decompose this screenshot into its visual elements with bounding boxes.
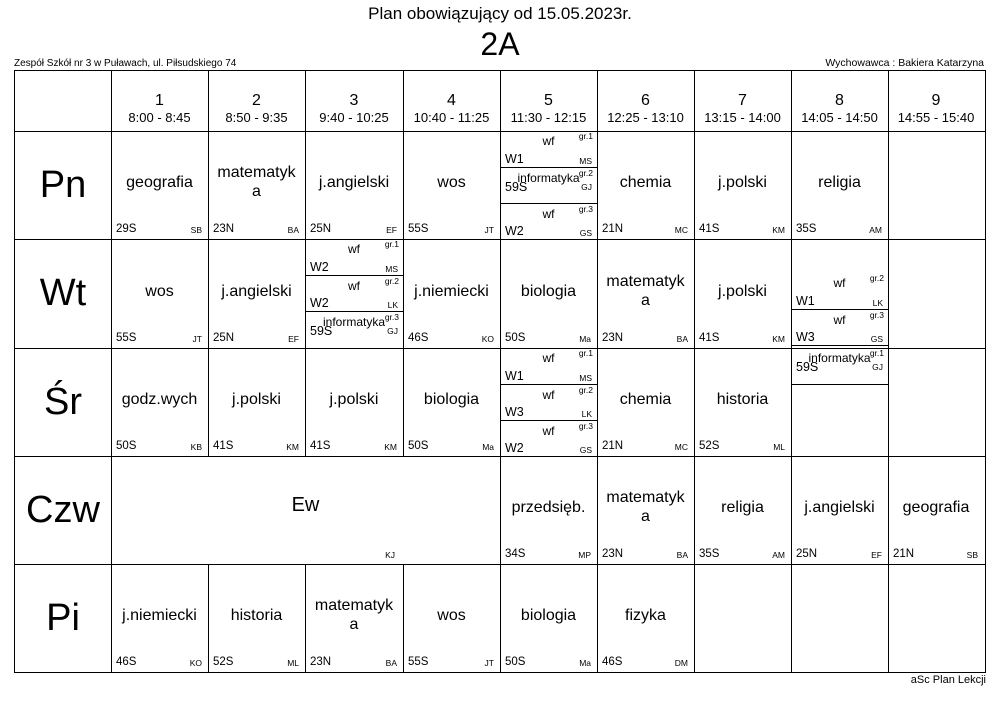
lesson-cell [403, 131, 500, 239]
lesson-subject: informatyka [322, 315, 386, 329]
lesson-teacher: KO [189, 658, 202, 668]
lesson-cell [305, 348, 403, 456]
lesson-room: 23N [602, 332, 624, 344]
lesson-subject: j.polski [232, 391, 281, 408]
lesson-teacher: GJ [872, 362, 883, 372]
lesson-teacher: KM [286, 442, 299, 452]
lesson-room: 59S [310, 324, 333, 338]
lesson-teacher: EF [288, 334, 299, 344]
lesson-cell [694, 239, 791, 348]
lesson-room: 21N [602, 440, 624, 452]
lesson-subject: przedsięb. [511, 499, 586, 516]
lesson-cell [597, 348, 694, 456]
group-bottom-line [791, 384, 888, 385]
lesson-cell [208, 239, 305, 348]
group-label: gr.3 [578, 421, 593, 431]
lesson-teacher: GS [579, 445, 592, 455]
lesson-teacher: Ma [579, 658, 591, 668]
lesson-teacher: AM [869, 225, 882, 235]
group-label: gr.3 [869, 310, 884, 320]
group-bottom-line [791, 345, 888, 346]
group-lesson [305, 275, 403, 311]
lesson-teacher: MS [579, 156, 592, 166]
timetable-grid [14, 70, 986, 673]
lesson-subject: biologia [423, 391, 480, 408]
lesson-subject: j.niemiecki [122, 607, 197, 624]
lesson-cell [111, 348, 208, 456]
lesson-room: 50S [408, 440, 429, 452]
period-time: 8:00 - 8:45 [128, 110, 191, 125]
lesson-cell [597, 239, 694, 348]
group-label: gr.1 [869, 348, 884, 358]
lesson-teacher: JT [192, 334, 202, 344]
lesson-room: 46S [602, 656, 623, 668]
lesson-teacher: GS [870, 334, 883, 344]
lesson-teacher: KO [481, 334, 494, 344]
group-lesson [500, 348, 597, 384]
class-name: 2A [480, 26, 520, 62]
group-label: gr.2 [578, 385, 593, 395]
lesson-teacher: LK [581, 409, 592, 419]
lesson-cell [305, 131, 403, 239]
lesson-subject: geografia [126, 174, 193, 191]
lesson-room: 41S [699, 332, 720, 344]
period-header-1 [111, 71, 208, 131]
lesson-subject: wf [833, 313, 846, 327]
lesson-subject: wos [437, 607, 466, 624]
period-number: 3 [349, 92, 359, 109]
period-time: 13:15 - 14:00 [704, 110, 781, 125]
group-lesson [500, 167, 597, 203]
lesson-teacher: KJ [385, 550, 395, 560]
lesson-teacher: KM [384, 442, 397, 452]
lesson-subject: biologia [520, 607, 577, 624]
lesson-subject: Ew [291, 494, 320, 516]
footer-credit: aSc Plan Lekcji [910, 674, 986, 686]
period-header-3 [305, 71, 403, 131]
lesson-subject: wf [348, 279, 360, 293]
lesson-subject: wf [542, 351, 555, 365]
period-header-4 [403, 71, 500, 131]
lesson-room: W2 [310, 296, 329, 310]
lesson-teacher: MC [674, 442, 688, 452]
period-number: 5 [544, 92, 553, 109]
lesson-teacher: EF [386, 225, 397, 235]
group-lesson [500, 131, 597, 167]
lesson-teacher: MS [579, 373, 592, 383]
group-label: gr.2 [869, 273, 884, 283]
group-lesson [791, 309, 888, 345]
period-header-6 [597, 71, 694, 131]
lesson-teacher: BA [287, 225, 299, 235]
lesson-room: 46S [116, 656, 137, 668]
period-time: 9:40 - 10:25 [319, 110, 389, 125]
lesson-room: W1 [505, 152, 524, 166]
lesson-cell [403, 564, 500, 672]
lesson-room: 21N [602, 223, 624, 235]
group-label: gr.1 [578, 131, 593, 141]
lesson-cell [403, 348, 500, 456]
plan-title: Plan obowiązujący od 15.05.2023r. [368, 4, 632, 23]
lesson-cell [111, 131, 208, 239]
lesson-teacher: BA [676, 334, 688, 344]
lesson-teacher: GJ [387, 326, 398, 336]
col-divider [888, 71, 889, 672]
lesson-teacher: Ma [482, 442, 494, 452]
lesson-room: 21N [893, 548, 915, 560]
lesson-subject: wf [833, 276, 846, 290]
lesson-teacher: SB [190, 225, 202, 235]
lesson-subject: geografia [902, 499, 970, 516]
lesson-teacher: LK [872, 298, 883, 308]
lesson-teacher: MP [578, 550, 591, 560]
lesson-room: 52S [213, 656, 234, 668]
group-lesson [791, 273, 888, 309]
lesson-room: 25N [213, 332, 235, 344]
lesson-room: 59S [505, 180, 528, 194]
period-number: 1 [155, 92, 164, 109]
lesson-teacher: ML [773, 442, 785, 452]
group-lesson [500, 384, 597, 420]
lesson-cell [694, 456, 791, 564]
group-lesson [500, 203, 597, 239]
lesson-cell [500, 239, 597, 348]
lesson-cell [791, 131, 888, 239]
period-number: 2 [252, 92, 261, 109]
period-time: 14:55 - 15:40 [897, 110, 975, 125]
lesson-subject: religia [721, 499, 764, 516]
lesson-teacher: EF [871, 550, 882, 560]
lesson-room: 25N [796, 548, 818, 560]
lesson-subject: wf [542, 207, 555, 221]
lesson-room: 23N [310, 656, 332, 668]
lesson-cell [500, 456, 597, 564]
lesson-room: 46S [408, 332, 429, 344]
lesson-teacher: AM [772, 550, 785, 560]
period-number: 8 [835, 92, 844, 109]
lesson-cell [111, 239, 208, 348]
lesson-subject: godz.wych [121, 391, 198, 408]
group-lesson [500, 420, 597, 456]
lesson-room: 41S [213, 440, 234, 452]
period-time: 8:50 - 9:35 [225, 110, 288, 125]
homeroom-teacher: Wychowawca : Bakiera Katarzyna [825, 57, 984, 69]
lesson-teacher: MS [385, 264, 398, 274]
lesson-room: 25N [310, 223, 332, 235]
lesson-room: 41S [699, 223, 720, 235]
group-lesson [305, 311, 403, 347]
lesson-teacher: BA [676, 550, 688, 560]
lesson-teacher: ML [287, 658, 299, 668]
lesson-cell [597, 456, 694, 564]
lesson-cell [791, 456, 888, 564]
lesson-room: W1 [505, 369, 524, 383]
lesson-subject: j.angielski [804, 499, 875, 516]
lesson-cell [500, 348, 597, 456]
lesson-subject: wos [145, 282, 174, 300]
lesson-teacher: KB [190, 442, 202, 452]
lesson-subject: historia [716, 391, 769, 408]
lesson-teacher: Ma [579, 334, 591, 344]
period-number: 4 [447, 92, 456, 109]
lesson-teacher: GJ [581, 182, 592, 192]
lesson-cell [791, 348, 888, 456]
lesson-subject: matematyk a [606, 272, 685, 309]
period-header-5 [500, 71, 597, 131]
lesson-cell [500, 131, 597, 239]
lesson-cell [208, 131, 305, 239]
lesson-subject: matematyk a [606, 489, 685, 525]
group-lesson [305, 239, 403, 275]
group-label: gr.1 [384, 239, 399, 249]
period-number: 6 [641, 92, 650, 109]
lesson-room: 55S [408, 223, 429, 235]
lesson-room: 23N [602, 548, 624, 560]
lesson-teacher: JT [484, 658, 494, 668]
group-label: gr.3 [578, 204, 593, 214]
day-label-pn: Pn [39, 164, 87, 206]
lesson-teacher: KM [772, 334, 785, 344]
group-label: gr.1 [578, 348, 593, 358]
day-label-sr: Śr [44, 381, 82, 423]
lesson-teacher: KM [772, 225, 785, 235]
lesson-subject: informatyka [517, 171, 580, 185]
period-time: 10:40 - 11:25 [413, 110, 490, 125]
lesson-cell [305, 564, 403, 672]
lesson-room: 50S [116, 440, 137, 452]
lesson-room: 55S [116, 332, 137, 344]
lesson-subject: j.polski [329, 391, 379, 408]
lesson-cell [694, 348, 791, 456]
lesson-cell [305, 239, 403, 348]
lesson-room: 52S [699, 440, 720, 452]
lesson-subject: fizyka [625, 607, 666, 624]
lesson-subject: wf [542, 424, 555, 438]
period-time: 11:30 - 12:15 [510, 110, 587, 125]
lesson-subject: j.angielski [221, 282, 292, 300]
lesson-room: 50S [505, 332, 526, 344]
lesson-subject: chemia [619, 174, 672, 191]
lesson-teacher: GS [579, 228, 592, 238]
lesson-subject: informatyka [808, 351, 871, 365]
lesson-room: 35S [699, 548, 720, 560]
lesson-cell [500, 564, 597, 672]
lesson-room: W2 [310, 260, 329, 274]
lesson-room: 55S [408, 656, 429, 668]
period-header-7 [694, 71, 791, 131]
period-header-9 [888, 71, 984, 131]
period-header-2 [208, 71, 305, 131]
lesson-cell [208, 348, 305, 456]
group-label: gr.3 [384, 312, 399, 322]
lesson-subject: j.angielski [318, 174, 390, 191]
lesson-room: W2 [505, 441, 524, 455]
lesson-cell-merged [111, 456, 500, 564]
school-name: Zespół Szkół nr 3 w Puławach, ul. Piłsudskiego 74 [14, 58, 237, 69]
lesson-subject: wf [542, 388, 555, 402]
day-label-wt: Wt [39, 272, 87, 314]
lesson-teacher: JT [484, 225, 494, 235]
lesson-cell [111, 564, 208, 672]
lesson-room: 23N [213, 223, 235, 235]
lesson-teacher: SB [966, 550, 978, 560]
lesson-cell [888, 456, 984, 564]
lesson-subject: historia [230, 607, 283, 624]
lesson-teacher: BA [385, 658, 397, 668]
lesson-cell [694, 131, 791, 239]
lesson-subject: j.polski [718, 174, 767, 191]
lesson-subject: wf [348, 242, 360, 256]
lesson-cell [403, 239, 500, 348]
lesson-room: 35S [796, 223, 817, 235]
lesson-room: 41S [310, 440, 331, 452]
lesson-subject: matematyk a [217, 164, 296, 200]
lesson-teacher: MC [674, 225, 688, 235]
lesson-room: W3 [505, 405, 524, 419]
lesson-subject: wf [542, 134, 555, 148]
lesson-subject: religia [818, 174, 861, 191]
lesson-room: W1 [796, 294, 815, 308]
period-number: 7 [738, 92, 747, 109]
group-label: gr.2 [578, 168, 593, 178]
lesson-room: 59S [796, 360, 819, 374]
group-label: gr.2 [384, 276, 399, 286]
lesson-room: 50S [505, 656, 526, 668]
lesson-cell [597, 131, 694, 239]
lesson-teacher: LK [387, 300, 398, 310]
lesson-subject: biologia [520, 282, 577, 300]
lesson-subject: chemia [619, 391, 672, 408]
lesson-room: 29S [116, 223, 137, 235]
period-number: 9 [931, 92, 941, 109]
lesson-subject: wos [437, 174, 466, 191]
period-time: 14:05 - 14:50 [801, 110, 878, 125]
lesson-cell [597, 564, 694, 672]
period-time: 12:25 - 13:10 [607, 110, 684, 125]
lesson-subject: j.niemiecki [414, 282, 489, 300]
group-lesson [791, 348, 888, 384]
lesson-cell [208, 564, 305, 672]
lesson-teacher: DM [674, 658, 688, 668]
day-label-czw: Czw [26, 489, 100, 531]
period-header-8 [791, 71, 888, 131]
lesson-subject: j.polski [718, 282, 767, 300]
lesson-cell [791, 239, 888, 348]
lesson-room: W3 [796, 330, 815, 344]
lesson-room: W2 [505, 224, 524, 238]
lesson-room: 34S [505, 548, 526, 560]
day-label-pi: Pi [46, 597, 80, 639]
lesson-subject: matematyk a [314, 597, 394, 633]
